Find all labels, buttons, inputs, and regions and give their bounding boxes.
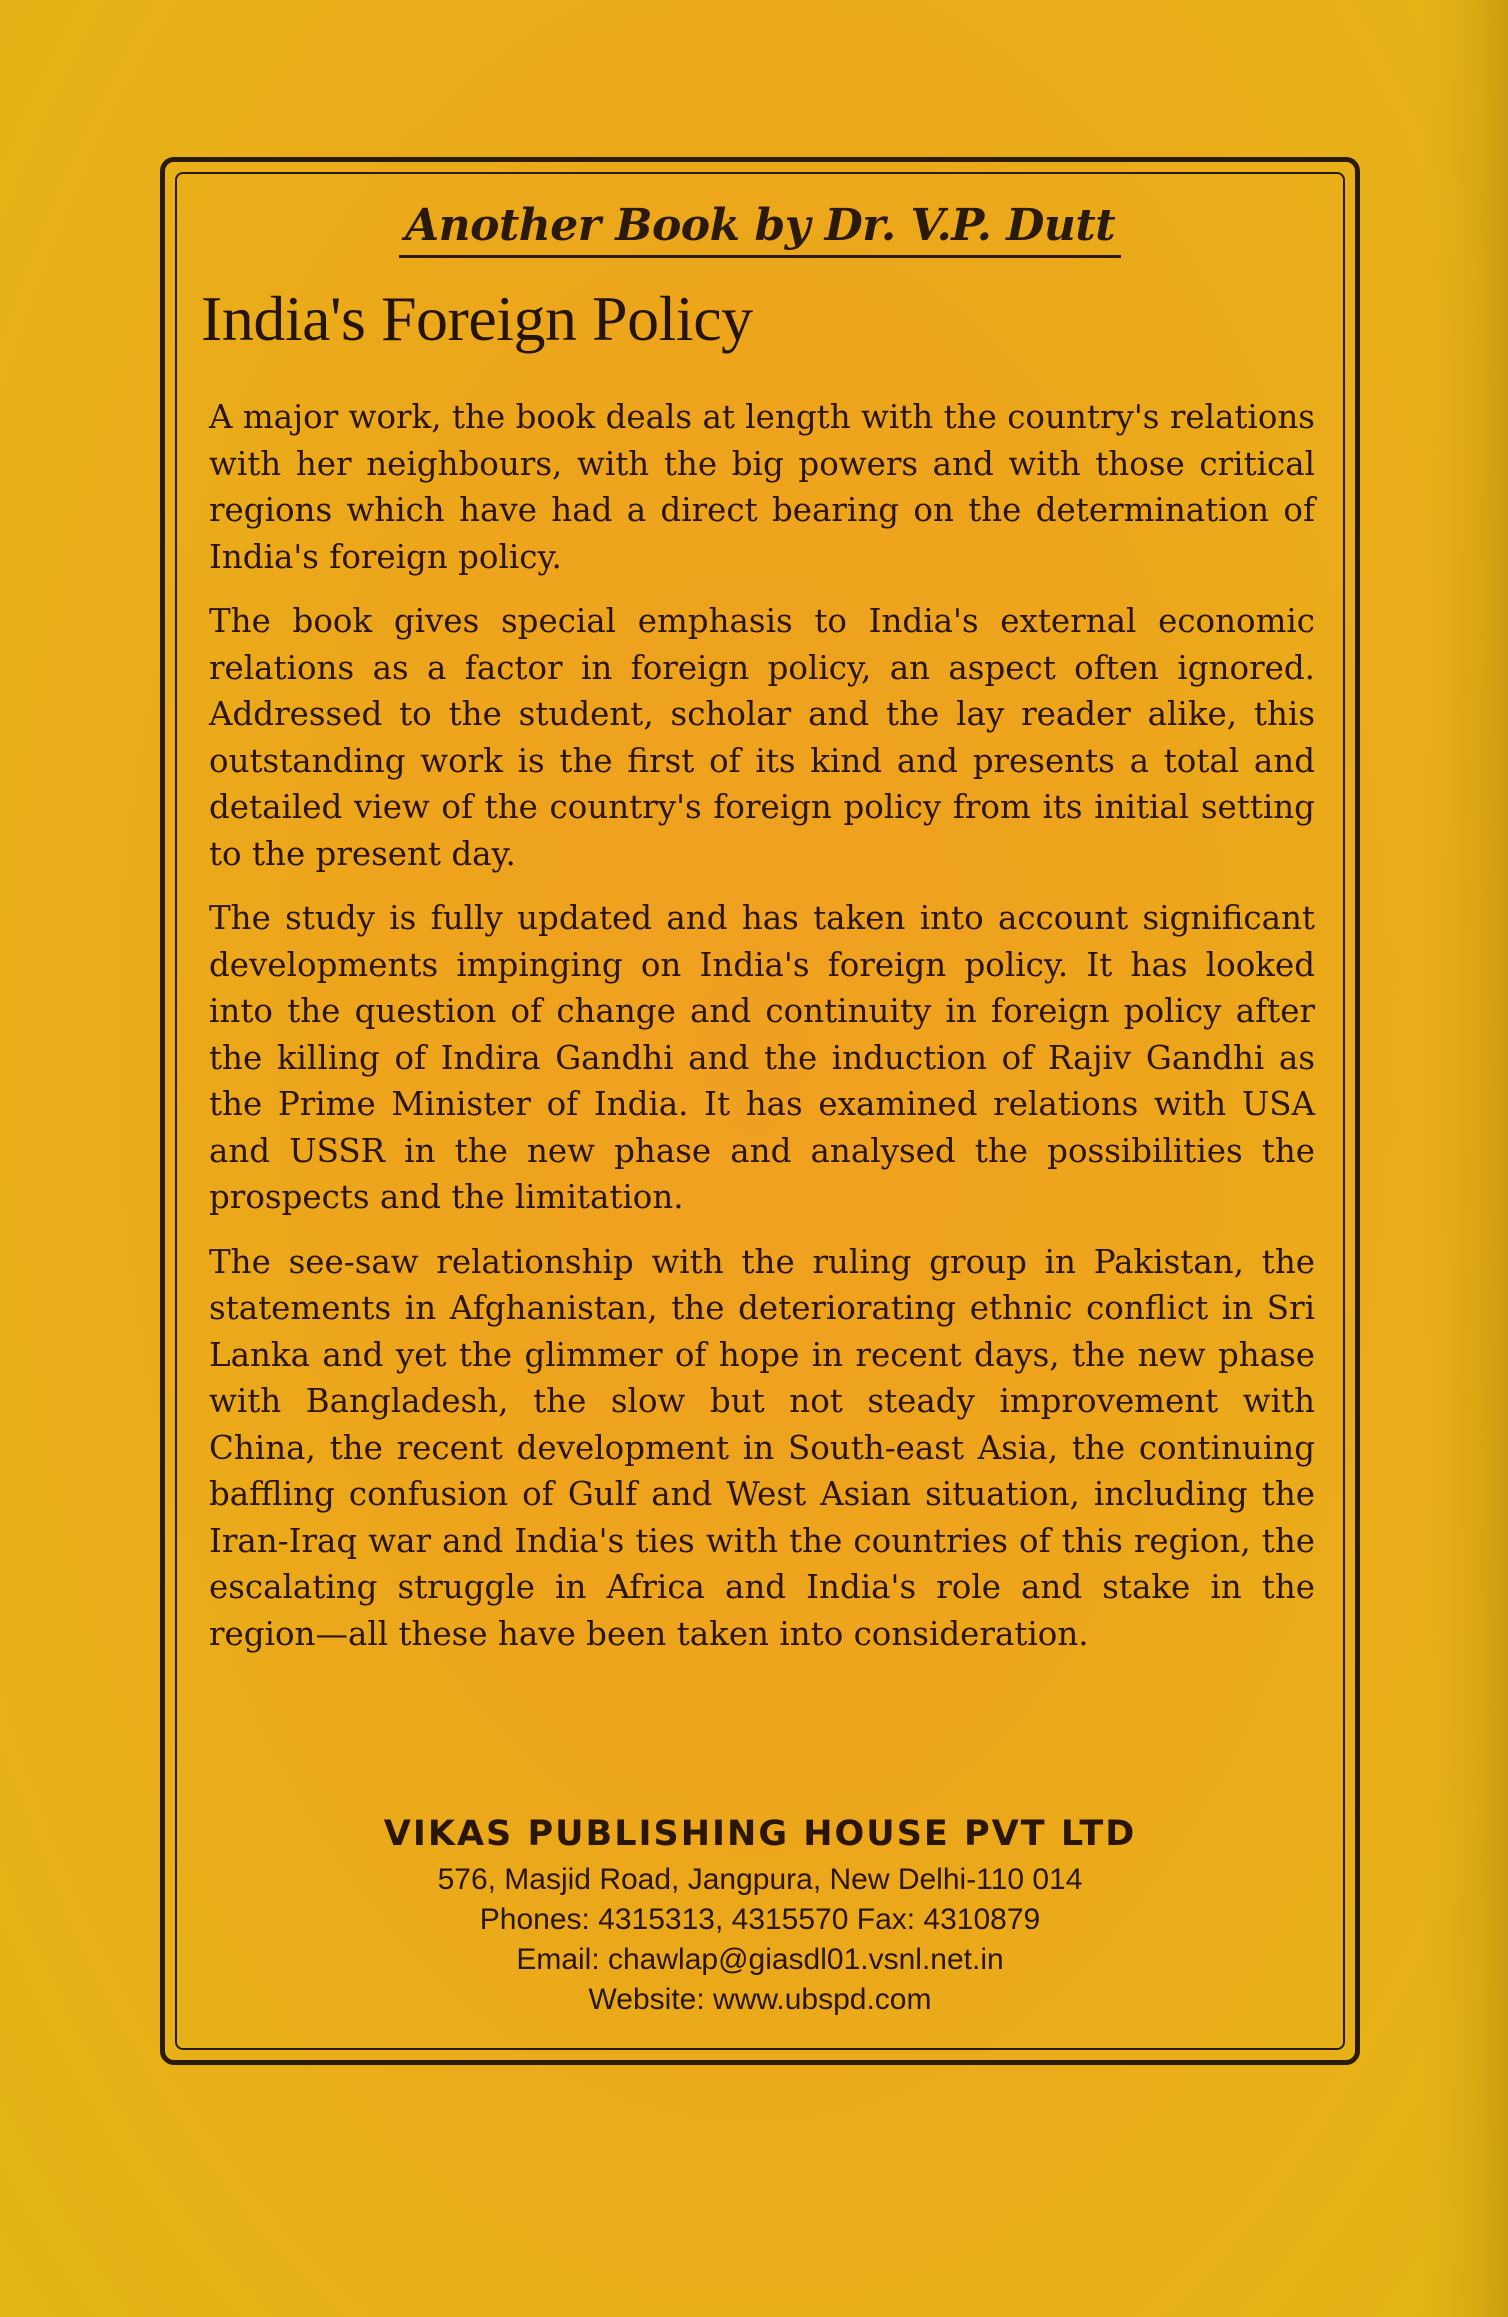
- promo-heading-text: Another Book by Dr. V.P. Dutt: [399, 200, 1121, 258]
- publisher-phones: Phones: 4315313, 4315570 Fax: 4310879: [479, 1903, 1041, 1936]
- publisher-email: Email: chawlap@giasdl01.vsnl.net.in: [516, 1943, 1004, 1976]
- book-title: India's Foreign Policy: [201, 283, 753, 354]
- publisher-name: VIKAS PUBLISHING HOUSE PVT LTD: [383, 1814, 1137, 1854]
- cover-spine-shadow: [1428, 0, 1508, 2317]
- promo-heading: [165, 200, 1355, 258]
- description-paragraph: A major work, the book deals at length with the country's relations with her neighbours, with the big powers and with those critical regions which have had a direct bearing on the determination of India's foreign policy.: [209, 398, 1315, 576]
- publisher-address: 576, Masjid Road, Jangpura, New Delhi-110 014: [437, 1863, 1083, 1896]
- book-promo-panel: [160, 157, 1360, 2065]
- description-paragraph: The study is fully updated and has taken into account significant developments impinging on India's foreign policy. It has looked into the question of change and continuity in foreign policy after the killing of Indira Gandhi and the induction of Rajiv Gandhi as the Prime Minister of India. It has examined relations with USA and USSR in the new phase and analysed the possibilities the prospects and the limitation.: [209, 899, 1315, 1216]
- publisher-block: [165, 1812, 1355, 2020]
- publisher-website: Website: www.ubspd.com: [588, 1983, 932, 2016]
- book-description: [209, 394, 1315, 1675]
- description-paragraph: The book gives special emphasis to India's external economic relations as a factor in foreign policy, an aspect often ignored. Addressed to the student, scholar and the lay reader alike, this outstanding work is the first of its kind and presents a total and detailed view of the country's foreign policy from its initial setting to the present day.: [209, 602, 1315, 873]
- description-paragraph: The see-saw relationship with the ruling group in Pakistan, the statements in Afghanistan, the deteriorating ethnic conflict in Sri Lanka and yet the glimmer of hope in recent days, the new phase with Bangladesh, the slow but not steady improvement with China, the recent development in South-east Asia, the continuing baffling confusion of Gulf and West Asian situation, including the Iran-Iraq war and India's ties with the countries of this region, the escalating struggle in Africa and India's role and stake in the region—all these have been taken into consideration.: [209, 1242, 1315, 1653]
